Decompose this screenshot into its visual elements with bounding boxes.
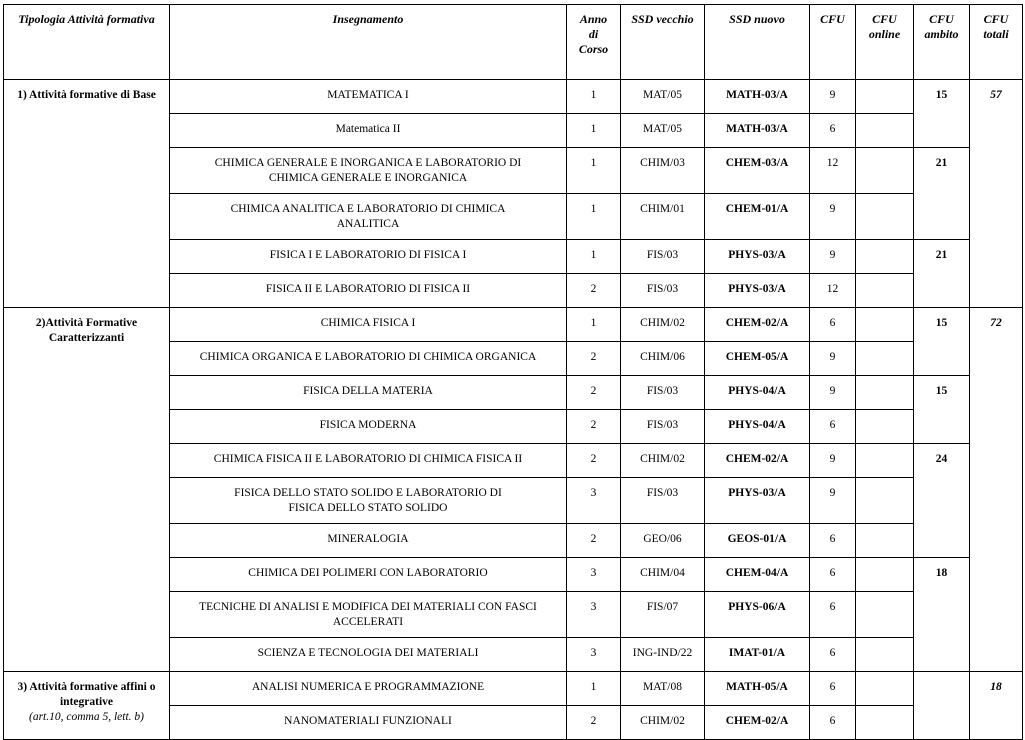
cfu-online	[856, 444, 914, 478]
header-anno: Anno di Corso	[567, 5, 621, 80]
cfu-online	[856, 478, 914, 524]
cfu: 9	[810, 194, 856, 240]
ssd-new: PHYS-03/A	[705, 478, 810, 524]
cfu: 9	[810, 342, 856, 376]
cfu: 6	[810, 558, 856, 592]
ssd-old: CHIM/02	[621, 308, 705, 342]
year: 3	[567, 638, 621, 672]
cfu-ambito: 24	[914, 444, 970, 558]
ssd-old: FIS/03	[621, 376, 705, 410]
ssd-new: PHYS-04/A	[705, 376, 810, 410]
year: 1	[567, 308, 621, 342]
ssd-new: CHEM-05/A	[705, 342, 810, 376]
ssd-new: MATH-03/A	[705, 114, 810, 148]
ssd-old: CHIM/06	[621, 342, 705, 376]
cfu-ambito	[914, 672, 970, 740]
ssd-new: CHEM-02/A	[705, 308, 810, 342]
header-ssd-nuovo: SSD nuovo	[705, 5, 810, 80]
cfu: 6	[810, 308, 856, 342]
cfu: 6	[810, 638, 856, 672]
year: 1	[567, 672, 621, 706]
ssd-old: CHIM/03	[621, 148, 705, 194]
ssd-new: CHEM-02/A	[705, 706, 810, 740]
cfu-online	[856, 558, 914, 592]
ssd-old: FIS/03	[621, 410, 705, 444]
ssd-old: FIS/03	[621, 240, 705, 274]
year: 2	[567, 376, 621, 410]
ssd-new: PHYS-03/A	[705, 274, 810, 308]
ssd-old: FIS/07	[621, 592, 705, 638]
course-name: FISICA II E LABORATORIO DI FISICA II	[170, 274, 567, 308]
ssd-new: MATH-03/A	[705, 80, 810, 114]
cfu: 6	[810, 706, 856, 740]
ssd-new: PHYS-06/A	[705, 592, 810, 638]
year: 2	[567, 274, 621, 308]
ssd-new: CHEM-03/A	[705, 148, 810, 194]
course-name: NANOMATERIALI FUNZIONALI	[170, 706, 567, 740]
cfu: 12	[810, 274, 856, 308]
study-plan-table	[3, 4, 1023, 740]
cfu-online	[856, 410, 914, 444]
table-row	[4, 80, 1023, 114]
course-name: TECNICHE DI ANALISI E MODIFICA DEI MATERIALI CON FASCI ACCELERATI	[170, 592, 567, 638]
header-insegnamento: Insegnamento	[170, 5, 567, 80]
cfu-online	[856, 524, 914, 558]
header-cfu-totali: CFU totali	[970, 5, 1023, 80]
course-name: FISICA MODERNA	[170, 410, 567, 444]
year: 1	[567, 240, 621, 274]
cfu-totale-base: 57	[970, 80, 1023, 308]
ssd-new: CHEM-02/A	[705, 444, 810, 478]
course-name: CHIMICA ORGANICA E LABORATORIO DI CHIMICA ORGANICA	[170, 342, 567, 376]
cfu: 6	[810, 410, 856, 444]
course-name: CHIMICA FISICA II E LABORATORIO DI CHIMICA FISICA II	[170, 444, 567, 478]
course-name: CHIMICA DEI POLIMERI CON LABORATORIO	[170, 558, 567, 592]
cfu-online	[856, 376, 914, 410]
ssd-old: ING-IND/22	[621, 638, 705, 672]
year: 2	[567, 342, 621, 376]
cfu-ambito: 15	[914, 376, 970, 444]
ssd-old: FIS/03	[621, 274, 705, 308]
ssd-old: CHIM/02	[621, 706, 705, 740]
cfu: 9	[810, 240, 856, 274]
course-name: FISICA I E LABORATORIO DI FISICA I	[170, 240, 567, 274]
cfu: 9	[810, 80, 856, 114]
header-cfu-ambito: CFU ambito	[914, 5, 970, 80]
course-name: CHIMICA FISICA I	[170, 308, 567, 342]
year: 2	[567, 706, 621, 740]
ssd-new: IMAT-01/A	[705, 638, 810, 672]
header-row	[4, 5, 1023, 80]
year: 1	[567, 194, 621, 240]
course-name: CHIMICA GENERALE E INORGANICA E LABORATORIO DI CHIMICA GENERALE E INORGANICA	[170, 148, 567, 194]
course-name: CHIMICA ANALITICA E LABORATORIO DI CHIMICA ANALITICA	[170, 194, 567, 240]
cfu-ambito: 21	[914, 240, 970, 308]
cfu: 6	[810, 524, 856, 558]
cfu-online	[856, 148, 914, 194]
year: 1	[567, 114, 621, 148]
ssd-old: MAT/08	[621, 672, 705, 706]
course-name: MINERALOGIA	[170, 524, 567, 558]
cfu: 6	[810, 114, 856, 148]
cfu: 6	[810, 672, 856, 706]
ssd-old: FIS/03	[621, 478, 705, 524]
category-affini	[4, 672, 170, 740]
course-name: Matematica II	[170, 114, 567, 148]
course-name: FISICA DELLA MATERIA	[170, 376, 567, 410]
header-tipologia: Tipologia Attività formativa	[4, 5, 170, 80]
ssd-new: CHEM-04/A	[705, 558, 810, 592]
year: 3	[567, 478, 621, 524]
cfu-online	[856, 706, 914, 740]
cfu-online	[856, 114, 914, 148]
cfu-online	[856, 638, 914, 672]
cfu-totale-affini: 18	[970, 672, 1023, 740]
cfu-online	[856, 274, 914, 308]
cfu: 12	[810, 148, 856, 194]
cfu-ambito: 18	[914, 558, 970, 672]
ssd-new: CHEM-01/A	[705, 194, 810, 240]
cfu-online	[856, 240, 914, 274]
year: 3	[567, 592, 621, 638]
cfu-ambito: 15	[914, 80, 970, 148]
cfu: 9	[810, 478, 856, 524]
ssd-new: PHYS-04/A	[705, 410, 810, 444]
course-name: SCIENZA E TECNOLOGIA DEI MATERIALI	[170, 638, 567, 672]
table-row	[4, 308, 1023, 342]
category-affini-label: 3) Attività formative affini o integrative	[17, 681, 156, 708]
category-affini-note: (art.10, comma 5, lett. b)	[29, 711, 144, 723]
cfu-online	[856, 308, 914, 342]
ssd-new: PHYS-03/A	[705, 240, 810, 274]
cfu-totale-caratterizzanti: 72	[970, 308, 1023, 672]
year: 2	[567, 410, 621, 444]
cfu-ambito: 15	[914, 308, 970, 376]
cfu: 6	[810, 592, 856, 638]
ssd-new: MATH-05/A	[705, 672, 810, 706]
cfu-ambito: 21	[914, 148, 970, 240]
category-base: 1) Attività formative di Base	[4, 80, 170, 308]
ssd-old: MAT/05	[621, 80, 705, 114]
course-name: MATEMATICA I	[170, 80, 567, 114]
cfu: 9	[810, 444, 856, 478]
course-name: FISICA DELLO STATO SOLIDO E LABORATORIO DI FISICA DELLO STATO SOLIDO	[170, 478, 567, 524]
cfu-online	[856, 672, 914, 706]
year: 3	[567, 558, 621, 592]
cfu-online	[856, 80, 914, 114]
ssd-new: GEOS-01/A	[705, 524, 810, 558]
ssd-old: CHIM/04	[621, 558, 705, 592]
cfu-online	[856, 592, 914, 638]
ssd-old: CHIM/02	[621, 444, 705, 478]
ssd-old: GEO/06	[621, 524, 705, 558]
header-cfu-online: CFU online	[856, 5, 914, 80]
header-ssd-vecchio: SSD vecchio	[621, 5, 705, 80]
cfu-online	[856, 194, 914, 240]
ssd-old: CHIM/01	[621, 194, 705, 240]
category-caratterizzanti: 2)Attività Formative Caratterizzanti	[4, 308, 170, 672]
header-cfu: CFU	[810, 5, 856, 80]
year: 2	[567, 444, 621, 478]
course-name: ANALISI NUMERICA E PROGRAMMAZIONE	[170, 672, 567, 706]
table-row	[4, 672, 1023, 706]
cfu: 9	[810, 376, 856, 410]
cfu-online	[856, 342, 914, 376]
year: 1	[567, 80, 621, 114]
year: 2	[567, 524, 621, 558]
year: 1	[567, 148, 621, 194]
ssd-old: MAT/05	[621, 114, 705, 148]
